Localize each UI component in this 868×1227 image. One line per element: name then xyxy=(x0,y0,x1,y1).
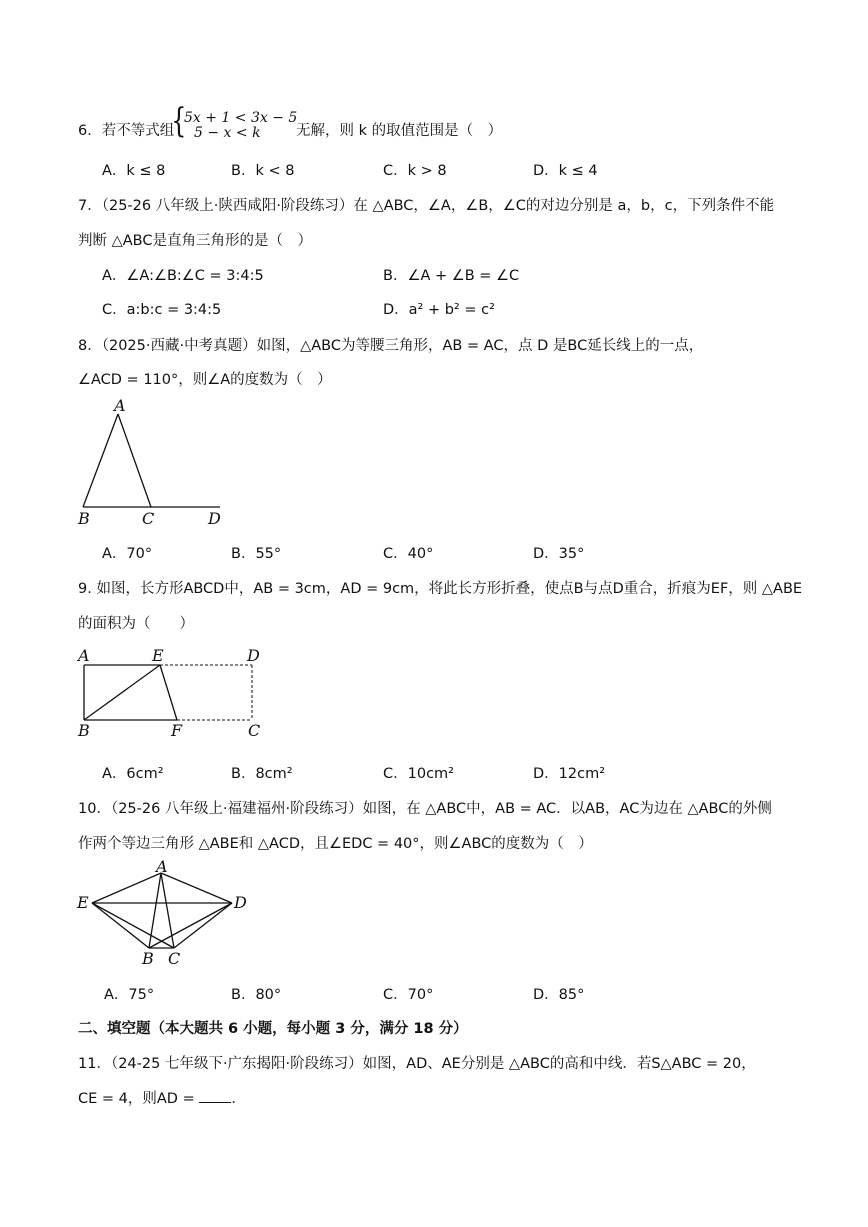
q11-line2-prefix: CE = 4，则AD = xyxy=(78,1091,200,1107)
q9-figure xyxy=(72,645,272,745)
q8-option-a[interactable]: A．70° xyxy=(102,546,153,562)
q10-figure xyxy=(72,858,262,970)
q7-option-a[interactable]: A．∠A:∠B:∠C = 3:4:5 xyxy=(102,268,264,284)
q10-segment-ae xyxy=(92,873,161,903)
q9-segment-be xyxy=(84,665,160,720)
q6-prefix: 6．若不等式组 xyxy=(78,123,175,139)
answer-blank[interactable] xyxy=(199,1088,231,1103)
q9-label-c: C xyxy=(248,721,261,740)
q10-line2: 作两个等边三角形 △ABE和 △ACD，且∠EDC = 40°，则∠ABC的度数为（ ） xyxy=(78,836,593,852)
q8-segment-ab xyxy=(83,414,118,507)
q9-option-a[interactable]: A．6cm² xyxy=(102,766,164,782)
q8-option-c[interactable]: C．40° xyxy=(383,546,434,562)
q10-option-b[interactable]: B．80° xyxy=(231,987,282,1003)
q8-label-c: C xyxy=(142,509,155,528)
q10-option-d[interactable]: D．85° xyxy=(533,987,585,1003)
q10-label-d: D xyxy=(234,893,247,912)
q8-segment-ac xyxy=(118,414,151,507)
q10-segment-eb xyxy=(92,903,149,948)
q9-label-a: A xyxy=(78,646,90,665)
q6-option-c[interactable]: C．k > 8 xyxy=(383,163,447,179)
q10-label-a: A xyxy=(156,858,168,876)
q10-segment-ad xyxy=(161,873,232,903)
q6-option-d[interactable]: D．k ≤ 4 xyxy=(533,163,598,179)
q9-option-c[interactable]: C．10cm² xyxy=(383,766,454,782)
left-brace-icon: { xyxy=(171,101,187,141)
q11-line1: 11．（24-25 七年级下·广东揭阳·阶段练习）如图，AD、AE分别是 △ABC的高和中线．若S△ABC = 20， xyxy=(78,1056,756,1072)
q6-system xyxy=(184,111,297,141)
q7-line2: 判断 △ABC是直角三角形的是（ ） xyxy=(78,233,312,249)
q8-option-d[interactable]: D．35° xyxy=(533,546,585,562)
q10-option-c[interactable]: C．70° xyxy=(383,987,434,1003)
q6-suffix: 无解，则 k 的取值范围是（ ） xyxy=(296,123,503,139)
q6-option-a[interactable]: A．k ≤ 8 xyxy=(102,163,166,179)
q8-option-b[interactable]: B．55° xyxy=(231,546,282,562)
q8-line2: ∠ACD = 110°，则∠A的度数为（ ） xyxy=(78,372,332,388)
q9-label-d: D xyxy=(247,646,260,665)
q9-option-d[interactable]: D．12cm² xyxy=(533,766,606,782)
q7-line1: 7．（25-26 八年级上·陕西咸阳·阶段练习）在 △ABC，∠A，∠B，∠C的对边分别是 a，b，c，下列条件不能 xyxy=(78,198,775,214)
q7-option-d[interactable]: D．a² + b² = c² xyxy=(383,302,495,318)
q10-label-c: C xyxy=(168,949,181,968)
q10-label-b: B xyxy=(142,949,154,968)
q10-line1: 10．（25-26 八年级上·福建福州·阶段练习）如图，在 △ABC中，AB = AC．以AB，AC为边在 △ABC的外侧 xyxy=(78,801,772,817)
q10-segment-ab xyxy=(149,873,161,948)
q6-option-b[interactable]: B．k < 8 xyxy=(231,163,295,179)
q11-line2 xyxy=(78,1087,246,1108)
q9-line1: 9. 如图，长方形ABCD中，AB = 3cm，AD = 9cm，将此长方形折叠，使点B与点D重合，折痕为EF，则 △ABE xyxy=(78,581,803,597)
q6-system-line2: 5 − x < k xyxy=(194,125,261,141)
q7-option-c[interactable]: C．a:b:c = 3:4:5 xyxy=(102,302,222,318)
q10-segment-ac xyxy=(161,873,174,948)
q9-line2: 的面积为（ ） xyxy=(78,616,194,632)
q9-segment-ef xyxy=(160,665,177,720)
q8-figure xyxy=(70,395,240,530)
q10-segment-dc xyxy=(174,903,232,948)
q11-line2-suffix: ． xyxy=(231,1091,246,1107)
q9-label-e: E xyxy=(152,646,164,665)
q9-label-f: F xyxy=(171,721,183,740)
q10-segment-db xyxy=(149,903,232,948)
q8-label-a: A xyxy=(114,396,126,415)
q8-line1: 8．（2025·西藏·中考真题）如图，△ABC为等腰三角形，AB = AC，点 D 是BC延长线上的一点， xyxy=(78,338,704,354)
q9-label-b: B xyxy=(78,721,90,740)
q10-option-a[interactable]: A．75° xyxy=(104,987,155,1003)
q8-label-b: B xyxy=(78,509,90,528)
q6-system-line1: 5x + 1 < 3x − 5 xyxy=(184,110,298,126)
q7-option-b[interactable]: B．∠A + ∠B = ∠C xyxy=(383,268,520,284)
q9-option-b[interactable]: B．8cm² xyxy=(231,766,293,782)
section-2-title: 二、填空题（本大题共 6 小题，每小题 3 分，满分 18 分） xyxy=(78,1021,468,1037)
q10-label-e: E xyxy=(77,893,89,912)
q8-label-d: D xyxy=(208,509,221,528)
